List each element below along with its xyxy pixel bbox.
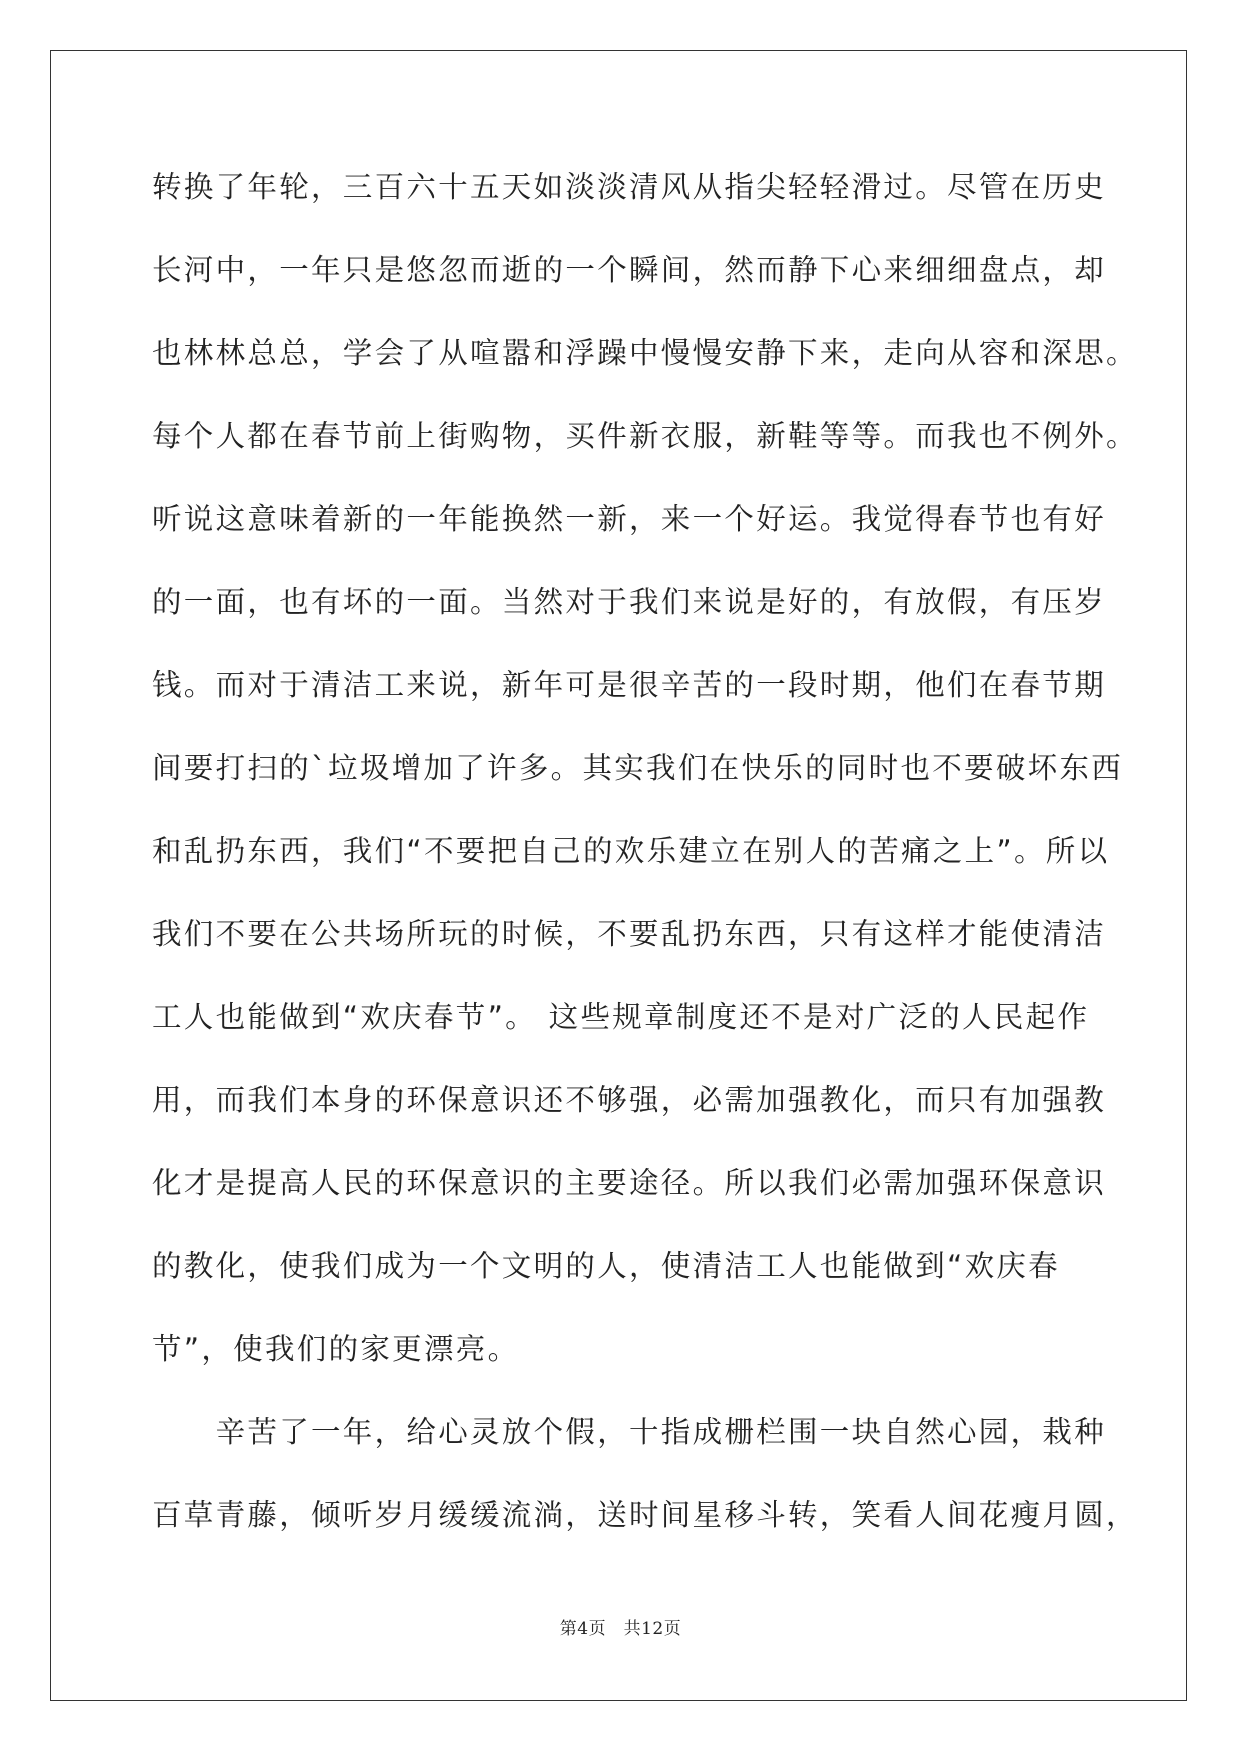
- text-line: 听说这意味着新的一年能换然一新，来一个好运。我觉得春节也有好: [152, 502, 1107, 536]
- text-line: 转换了年轮，三百六十五天如淡淡清风从指尖轻轻滑过。尽管在历史: [152, 170, 1107, 204]
- text-line: 百草青藤，倾听岁月缓缓流淌，送时间星移斗转，笑看人间花瘦月圆，: [152, 1498, 1138, 1532]
- text-line: 用，而我们本身的环保意识还不够强，必需加强教化，而只有加强教: [152, 1083, 1107, 1117]
- text-line: 化才是提高人民的环保意识的主要途径。所以我们必需加强环保意识: [152, 1166, 1107, 1200]
- document-body: [152, 160, 1138, 1571]
- text-line: 工人也能做到“欢庆春节”。 这些规章制度还不是对广泛的人民起作: [152, 1000, 1090, 1034]
- text-line: 的一面，也有坏的一面。当然对于我们来说是好的，有放假，有压岁: [152, 585, 1107, 619]
- text-line: 和乱扔东西，我们“不要把自己的欢乐建立在别人的苦痛之上”。所以: [152, 834, 1110, 868]
- text-line: 辛苦了一年，给心灵放个假，十指成栅栏围一块自然心园，栽种: [152, 1415, 1107, 1449]
- text-line: 长河中，一年只是悠忽而逝的一个瞬间，然而静下心来细细盘点，却: [152, 253, 1107, 287]
- text-line: 每个人都在春节前上街购物，买件新衣服，新鞋等等。而我也不例外。: [152, 419, 1138, 453]
- text-line: 的教化，使我们成为一个文明的人，使清洁工人也能做到“欢庆春: [152, 1249, 1060, 1283]
- page-number: 第4页 共12页: [559, 1619, 682, 1639]
- text-line: 我们不要在公共场所玩的时候，不要乱扔东西，只有这样才能使清洁: [152, 917, 1107, 951]
- text-line: 节”，使我们的家更漂亮。: [152, 1332, 520, 1366]
- text-line: 间要打扫的`垃圾增加了许多。其实我们在快乐的同时也不要破坏东西: [152, 751, 1124, 785]
- text-line: 也林林总总，学会了从喧嚣和浮躁中慢慢安静下来，走向从容和深思。: [152, 336, 1138, 370]
- text-line: 钱。而对于清洁工来说，新年可是很辛苦的一段时期，他们在春节期: [152, 668, 1107, 702]
